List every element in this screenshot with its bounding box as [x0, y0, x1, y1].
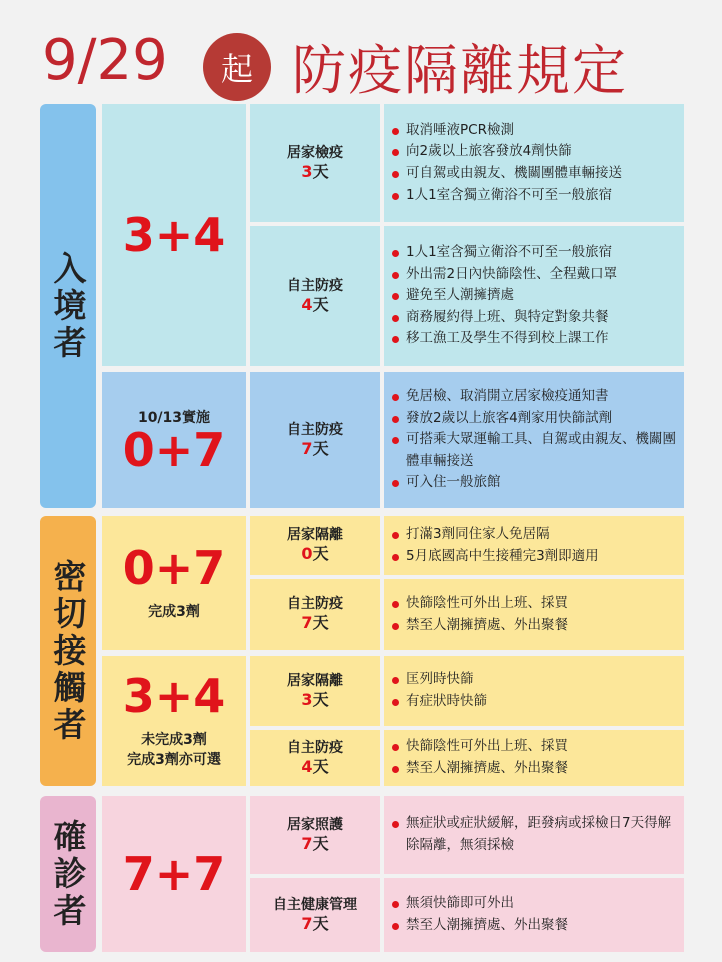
rule-list [384, 893, 568, 936]
rule-item: 禁至人潮擁擠處、外出聚餐 [406, 915, 568, 937]
contact-isolation2-days: 3天 [301, 689, 329, 709]
rule-item: 商務履約得上班、與特定對象共餐 [406, 307, 617, 329]
confirmed-homecare-days: 7天 [301, 833, 329, 853]
rule-item: 向2歲以上旅客發放4劑快篩 [406, 141, 622, 163]
entry-quarantine-days: 3天 [301, 161, 329, 181]
contact-isolation1-cell [250, 516, 380, 575]
contact-isolation2-rules [384, 656, 684, 726]
entry-formula: 3+4 [122, 208, 226, 262]
contact-formula2-cell [102, 656, 246, 786]
entry-selfprevent-days: 4天 [301, 294, 329, 314]
rule-item: 發放2歲以上旅客4劑家用快篩試劑 [406, 408, 684, 430]
rule-item: 免居檢、取消開立居家檢疫通知書 [406, 386, 684, 408]
confirmed-homecare-rules [384, 796, 684, 874]
rule-item: 5月底國高中生接種完3劑即適用 [406, 546, 599, 568]
entry-selfprevent-cell [250, 226, 380, 366]
contact-isolation2-label: 居家隔離 [287, 672, 343, 689]
rule-item: 可自駕或由親友、機關團體車輛接送 [406, 163, 622, 185]
entry-new-selfprevent-days: 7天 [301, 438, 329, 458]
entry-quarantine-rules [384, 104, 684, 222]
rule-item: 有症狀時快篩 [406, 691, 487, 713]
confirmed-side-label: 確診者 [40, 796, 96, 952]
contact-formula1-cell [102, 516, 246, 650]
entry-side-label: 入境者 [40, 104, 96, 508]
rule-list [384, 593, 568, 636]
entry-selfprevent-label: 自主防疫 [287, 277, 343, 294]
contact-isolation1-days: 0天 [301, 544, 329, 564]
entry-new-formula: 0+7 [122, 423, 226, 477]
rule-item: 可入住一般旅館 [406, 472, 684, 494]
confirmed-health-cell [250, 878, 380, 952]
title-date: 9/29 [42, 28, 168, 93]
rule-list [384, 813, 684, 856]
entry-quarantine-label: 居家檢疫 [287, 144, 343, 161]
entry-quarantine-cell [250, 104, 380, 222]
contact-isolation1-rules [384, 516, 684, 575]
confirmed-formula-cell [102, 796, 246, 952]
entry-new-selfprevent-label: 自主防疫 [287, 421, 343, 438]
contact-selfprevent2-rules [384, 730, 684, 786]
contact-note2a: 未完成3劑 [141, 732, 207, 748]
rule-item: 取消唾液PCR檢測 [406, 120, 622, 142]
contact-selfprevent2-label: 自主防疫 [287, 739, 343, 756]
confirmed-homecare-cell [250, 796, 380, 874]
contact-formula1: 0+7 [122, 541, 226, 595]
contact-selfprevent1-rules [384, 579, 684, 650]
contact-selfprevent2-cell [250, 730, 380, 786]
rule-item: 可搭乘大眾運輸工具、自駕或由親友、機關團體車輛接送 [406, 429, 684, 472]
contact-isolation1-label: 居家隔離 [287, 527, 343, 543]
contact-note2b: 完成3劑亦可選 [127, 752, 221, 768]
entry-selfprevent-rules [384, 226, 684, 366]
page-title: 防疫隔離規定 [292, 39, 628, 102]
rule-item: 無須快篩即可外出 [406, 893, 568, 915]
contact-selfprevent1-label: 自主防疫 [287, 596, 343, 612]
rule-list [384, 120, 622, 206]
contact-isolation2-cell [250, 656, 380, 726]
rule-list [384, 669, 487, 712]
entry-new-formula-cell [102, 372, 246, 508]
entry-new-selfprevent-cell [250, 372, 380, 508]
rule-list [384, 242, 617, 350]
rule-item: 打滿3劑同住家人免居隔 [406, 524, 599, 546]
confirmed-formula: 7+7 [122, 847, 226, 901]
contact-selfprevent1-cell [250, 579, 380, 650]
rule-list [384, 386, 684, 494]
rule-list [384, 524, 599, 567]
rule-item: 禁至人潮擁擠處、外出聚餐 [406, 615, 568, 637]
confirmed-homecare-label: 居家照護 [287, 816, 343, 833]
confirmed-health-label: 自主健康管理 [273, 896, 357, 913]
rule-item: 快篩陰性可外出上班、採買 [406, 593, 568, 615]
entry-formula-cell [102, 104, 246, 366]
contact-selfprevent2-days: 4天 [301, 756, 329, 776]
contact-formula2: 3+4 [122, 669, 226, 723]
confirmed-health-days: 7天 [301, 913, 329, 933]
entry-new-note: 10/13實施 [137, 410, 211, 426]
rule-item: 快篩陰性可外出上班、採買 [406, 736, 568, 758]
contact-selfprevent1-days: 7天 [301, 613, 329, 633]
rule-item: 無症狀或症狀緩解，距發病或採檢日7天得解除隔離，無須採檢 [406, 813, 684, 856]
rule-item: 1人1室含獨立衛浴不可至一般旅宿 [406, 185, 622, 207]
rule-item: 避免至人潮擁擠處 [406, 285, 617, 307]
entry-new-rules [384, 372, 684, 508]
contact-note1: 完成3劑 [148, 604, 200, 620]
rule-list [384, 736, 568, 779]
rule-item: 外出需2日內快篩陰性、全程戴口罩 [406, 264, 617, 286]
rule-item: 1人1室含獨立衛浴不可至一般旅宿 [406, 242, 617, 264]
rule-item: 移工漁工及學生不得到校上課工作 [406, 328, 617, 350]
title-start-badge: 起 [203, 33, 271, 101]
contact-side-label: 密切接觸者 [40, 516, 96, 786]
confirmed-health-rules [384, 878, 684, 952]
rule-item: 匡列時快篩 [406, 669, 487, 691]
rule-item: 禁至人潮擁擠處、外出聚餐 [406, 758, 568, 780]
